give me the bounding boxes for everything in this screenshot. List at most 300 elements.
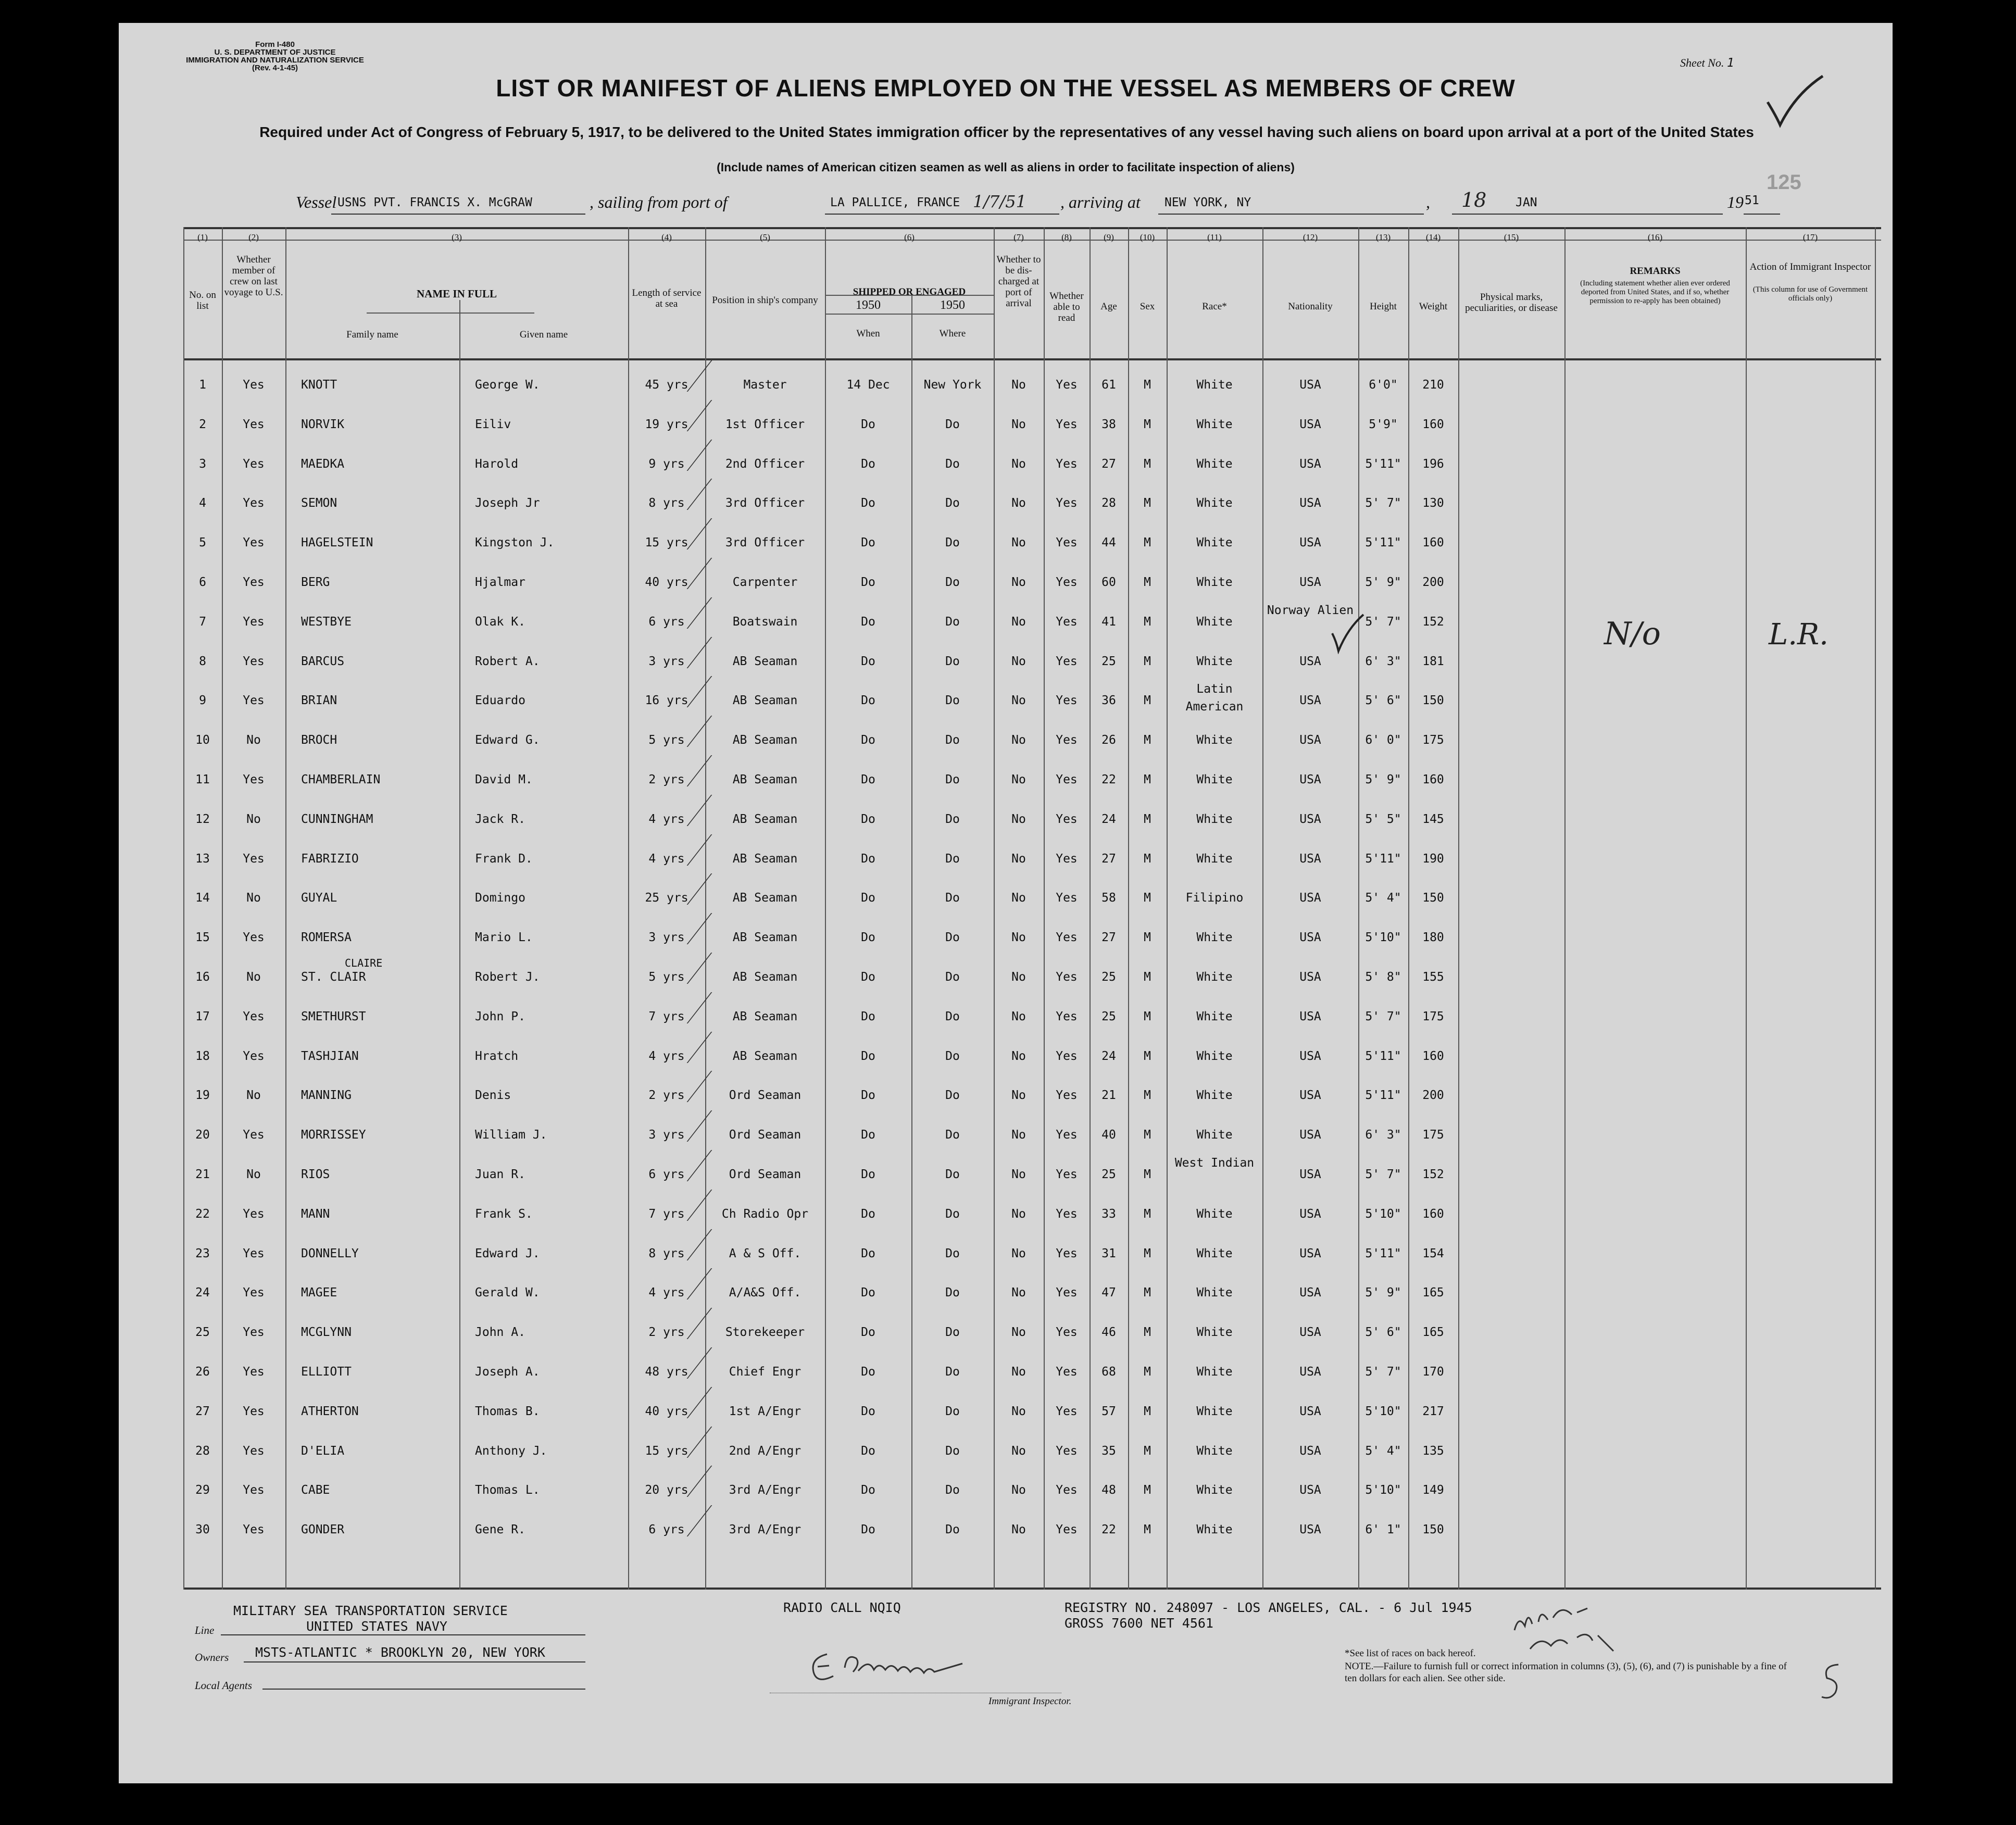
cell-no: 5 [199,536,206,549]
cell-given: Kingston J. [475,536,555,549]
cell-last: Yes [243,694,265,707]
cell-service: 4 yrs [648,1049,685,1063]
cell-family-correction: CLAIRE [345,957,383,969]
cell-family: SEMON [301,496,337,510]
cell-where: Do [945,615,960,629]
cell-read: Yes [1056,1010,1078,1023]
footer-owners-label: Owners [195,1651,229,1664]
cell-service: 6 yrs [648,1523,685,1536]
cell-nat: USA [1299,1326,1321,1339]
cell-last: Yes [243,1049,265,1063]
cell-race: White [1196,1089,1233,1102]
cell-disch: No [1011,1483,1026,1497]
cell-weight: 217 [1422,1405,1444,1418]
cell-when: Do [861,1444,875,1458]
cell-no: 7 [199,615,206,629]
cell-age: 38 [1101,418,1116,431]
cell-where: Do [945,813,960,826]
cell-position: A & S Off. [729,1247,802,1260]
cell-when: Do [861,536,875,549]
cell-disch: No [1011,1168,1026,1181]
cell-when: Do [861,891,875,905]
cell-sex: M [1144,891,1151,905]
cell-height: 6' 0" [1365,733,1401,747]
cell-disch: No [1011,655,1026,668]
cell-when: Do [861,931,875,944]
cell-height: 5'10" [1365,1483,1401,1497]
cell-position: AB Seaman [732,970,798,984]
cell-weight: 150 [1422,1523,1444,1536]
cell-where: Do [945,1405,960,1418]
cell-no: 14 [195,891,210,905]
cell-read: Yes [1056,576,1078,589]
cell-nat: USA [1299,1089,1321,1102]
footer-registry: REGISTRY NO. 248097 - LOS ANGELES, CAL. - 6 Jul 1945 [1065,1600,1472,1615]
cell-last: Yes [243,1365,265,1379]
cell-read: Yes [1056,694,1078,707]
cell-race: West Indian [1174,1156,1255,1170]
cell-no: 17 [195,1010,210,1023]
cell-sex: M [1144,1444,1151,1458]
cell-family: FABRIZIO [301,852,359,866]
cell-read: Yes [1056,852,1078,866]
col-num-10: (10) [1140,232,1155,242]
cell-height: 5' 5" [1365,813,1401,826]
cell-sex: M [1144,1049,1151,1063]
cell-disch: No [1011,891,1026,905]
cell-position: Boatswain [732,615,798,629]
cell-weight: 180 [1422,931,1444,944]
cell-sex: M [1144,694,1151,707]
header-year-when: 1950 [856,298,881,312]
cell-height: 5' 9" [1365,576,1401,589]
cell-disch: No [1011,615,1026,629]
cell-sex: M [1144,1523,1151,1536]
cell-disch: No [1011,457,1026,471]
cell-no: 26 [195,1365,210,1379]
cell-no: 2 [199,418,206,431]
cell-last: Yes [243,852,265,866]
sheet-label: Sheet No. [1680,56,1724,69]
cell-service: 16 yrs [645,694,688,707]
cell-disch: No [1011,773,1026,786]
cell-when: Do [861,1405,875,1418]
cell-family: MAGEE [301,1286,337,1299]
cell-service: 2 yrs [648,1326,685,1339]
cell-last: No [246,891,261,905]
header-remarks-note: (Including statement whether alien ever ordered deported from United States, and if so, whether permission to re-apply has been obtained) [1580,279,1730,305]
cell-weight: 181 [1422,655,1444,668]
cell-disch: No [1011,1405,1026,1418]
header-shipped-engaged: SHIPPED OR ENGAGED [853,286,966,297]
cell-age: 25 [1101,1168,1116,1181]
cell-last: Yes [243,1523,265,1536]
cell-sex: M [1144,457,1151,471]
cell-height: 5'11" [1365,852,1401,866]
cell-read: Yes [1056,1049,1078,1063]
cell-last: Yes [243,931,265,944]
footer-radio-call: RADIO CALL NQIQ [783,1600,901,1615]
cell-where: Do [945,852,960,866]
cell-given: Gerald W. [475,1286,540,1299]
cell-sex: M [1144,1365,1151,1379]
cell-position: AB Seaman [732,852,798,866]
cell-disch: No [1011,733,1026,747]
cell-family: DONNELLY [301,1247,359,1260]
cell-age: 25 [1101,970,1116,984]
cell-where: Do [945,418,960,431]
cell-no: 1 [199,378,206,392]
cell-no: 8 [199,655,206,668]
cell-read: Yes [1056,1405,1078,1418]
arriving-label: , arriving at [1060,193,1141,211]
cell-family: D'ELIA [301,1444,345,1458]
cell-weight: 175 [1422,1010,1444,1023]
cell-family: GUYAL [301,891,337,905]
cell-race: White [1196,1247,1233,1260]
header-height: Height [1370,301,1397,312]
cell-family: BROCH [301,733,337,747]
cell-where: Do [945,576,960,589]
header-when: When [856,328,880,339]
cell-sex: M [1144,418,1151,431]
cell-when: Do [861,1089,875,1102]
cell-family: MCGLYNN [301,1326,352,1339]
cell-nat: USA [1299,970,1321,984]
cell-last: Yes [243,773,265,786]
cell-family: ROMERSA [301,931,352,944]
cell-when: Do [861,615,875,629]
cell-position: AB Seaman [732,773,798,786]
cell-last: Yes [243,1128,265,1142]
header-nationality: Nationality [1288,301,1333,312]
cell-when: Do [861,576,875,589]
cell-when: Do [861,1010,875,1023]
cell-disch: No [1011,1207,1026,1221]
cell-race: White [1196,970,1233,984]
cell-weight: 160 [1422,1207,1444,1221]
cell-age: 31 [1101,1247,1116,1260]
cell-service: 45 yrs [645,378,688,392]
cell-disch: No [1011,1444,1026,1458]
cell-disch: No [1011,931,1026,944]
cell-nat: USA [1299,457,1321,471]
year-prefix: 19 [1727,193,1744,211]
cell-race: White [1196,1049,1233,1063]
cell-read: Yes [1056,891,1078,905]
cell-race: White [1196,1326,1233,1339]
cell-race: White [1196,1405,1233,1418]
cell-race: White [1196,1444,1233,1458]
cell-when: Do [861,970,875,984]
cell-nat: USA [1299,1247,1321,1260]
cell-disch: No [1011,1247,1026,1260]
cell-weight: 150 [1422,694,1444,707]
cell-disch: No [1011,1326,1026,1339]
cell-service: 5 yrs [648,970,685,984]
cell-service: 9 yrs [648,457,685,471]
cell-height: 6' 3" [1365,655,1401,668]
cell-last: No [246,813,261,826]
cell-sex: M [1144,1207,1151,1221]
cell-given: Thomas L. [475,1483,540,1497]
cell-when: Do [861,1247,875,1260]
cell-no: 15 [195,931,210,944]
cell-family: BRIAN [301,694,337,707]
cell-nat: USA [1299,1286,1321,1299]
cell-nat: USA [1299,813,1321,826]
cell-weight: 154 [1422,1247,1444,1260]
cell-read: Yes [1056,1207,1078,1221]
cell-service: 6 yrs [648,615,685,629]
cell-family: MANN [301,1207,330,1221]
form-number: Form I-480 [255,40,295,49]
cell-last: Yes [243,418,265,431]
cell-read: Yes [1056,1444,1078,1458]
cell-when: Do [861,1128,875,1142]
header-remarks: REMARKS [1630,266,1681,277]
cell-where: Do [945,1523,960,1536]
cell-where: Do [945,891,960,905]
cell-height: 6'0" [1369,378,1398,392]
cell-age: 61 [1101,378,1116,392]
col-num-11: (11) [1207,232,1222,242]
vessel-label: Vessel [296,193,337,211]
cell-when: Do [861,852,875,866]
cell-when: Do [861,1168,875,1181]
cell-family: TASHJIAN [301,1049,359,1063]
cell-weight: 135 [1422,1444,1444,1458]
cell-nat: USA [1299,418,1321,431]
cell-height: 5'10" [1365,931,1401,944]
crew-table [183,227,1881,1590]
page-subtitle: Required under Act of Congress of February 5, 1917, to be delivered to the United States immigration officer by the representatives of any vessel having such aliens on board upon arrival at a port of the United States [259,124,1754,140]
header-discharged: Whether to be dis-charged at port of arrival [996,254,1041,309]
cell-read: Yes [1056,1089,1078,1102]
footer-service: MILITARY SEA TRANSPORTATION SERVICE [233,1603,508,1618]
cell-last: Yes [243,1405,265,1418]
cell-given: John A. [475,1326,525,1339]
cell-where: Do [945,1207,960,1221]
cell-given: Frank S. [475,1207,533,1221]
cell-given: Joseph Jr [475,496,540,510]
cell-race: White [1196,418,1233,431]
departure-date: 1/7/51 [973,192,1026,211]
cell-race: White [1196,457,1233,471]
cell-position: AB Seaman [732,694,798,707]
cell-where: Do [945,931,960,944]
cell-age: 68 [1101,1365,1116,1379]
cell-given: Edward J. [475,1247,540,1260]
cell-service: 15 yrs [645,536,688,549]
cell-last: No [246,1089,261,1102]
cell-race: White [1196,1286,1233,1299]
cell-position: 3rd Officer [725,496,805,510]
cell-last: Yes [243,1483,265,1497]
cell-age: 27 [1101,457,1116,471]
page-subnote: (Include names of American citizen seamen as well as aliens in order to facilitate inspection of aliens) [717,160,1295,174]
cell-last: Yes [243,536,265,549]
header-name-in-full: NAME IN FULL [416,288,497,300]
cell-family: MANNING [301,1089,352,1102]
cell-age: 33 [1101,1207,1116,1221]
cell-weight: 160 [1422,418,1444,431]
cell-age: 60 [1101,576,1116,589]
cell-service: 2 yrs [648,1089,685,1102]
cell-given: Denis [475,1089,511,1102]
cell-sex: M [1144,813,1151,826]
cell-position: AB Seaman [732,1049,798,1063]
cell-nat: USA [1299,1049,1321,1063]
cell-age: 44 [1101,536,1116,549]
cell-weight: 149 [1422,1483,1444,1497]
cell-given: Robert J. [475,970,540,984]
cell-weight: 152 [1422,1168,1444,1181]
inspector-annotation: L.R. [1769,618,1829,652]
cell-race: White [1196,615,1233,629]
cell-family: GONDER [301,1523,345,1536]
col-num-14: (14) [1425,232,1441,242]
cell-no: 13 [195,852,210,866]
header-last-voyage: Whether member of crew on last voyage to U.S. [224,254,283,298]
cell-disch: No [1011,378,1026,392]
header-race: Race* [1202,301,1227,312]
cell-sex: M [1144,1326,1151,1339]
cell-height: 5'11" [1365,1247,1401,1260]
cell-given: Juan R. [475,1168,525,1181]
cell-where: Do [945,1326,960,1339]
cell-sex: M [1144,496,1151,510]
cell-sex: M [1144,1405,1151,1418]
cell-where: New York [923,378,982,392]
cell-sex: M [1144,852,1151,866]
col-num-15: (15) [1504,232,1519,242]
cell-service: 20 yrs [645,1483,688,1497]
cell-nat: USA [1299,1128,1321,1142]
col-num-2: (2) [248,232,259,242]
cell-sex: M [1144,970,1151,984]
cell-height: 5' 7" [1365,496,1401,510]
col-num-5: (5) [760,232,770,242]
cell-last: Yes [243,1010,265,1023]
sheet-number [1680,56,1734,70]
cell-where: Do [945,733,960,747]
cell-when: Do [861,1049,875,1063]
cell-race: White [1196,1010,1233,1023]
cell-sex: M [1144,378,1151,392]
cell-nat: USA [1299,694,1321,707]
cell-given: Eiliv [475,418,511,431]
arrival-port: NEW YORK, NY [1164,196,1251,209]
cell-disch: No [1011,970,1026,984]
cell-where: Do [945,655,960,668]
inspector-signature [806,1643,978,1690]
cell-sex: M [1144,931,1151,944]
nationality-check-icon [1330,612,1367,654]
cell-nat: USA [1299,655,1321,668]
cell-no: 6 [199,576,206,589]
cell-position: 1st A/Engr [729,1405,802,1418]
cell-nat: USA [1299,576,1321,589]
cell-nat: USA [1299,1444,1321,1458]
cell-last: Yes [243,496,265,510]
year-suffix: 51 [1745,194,1759,207]
cell-height: 5' 7" [1365,1168,1401,1181]
cell-read: Yes [1056,773,1078,786]
cell-weight: 160 [1422,1049,1444,1063]
cell-no: 10 [195,733,210,747]
cell-last: Yes [243,1207,265,1221]
cell-height: 5' 4" [1365,1444,1401,1458]
cell-where: Do [945,1010,960,1023]
header-sex: Sex [1140,301,1155,312]
cell-when: 14 Dec [846,378,890,392]
footer-agents-label: Local Agents [195,1679,252,1692]
col-num-8: (8) [1061,232,1072,242]
footer-penalty-note: NOTE.—Failure to furnish full or correct information in columns (3), (5), (6), and (7) is punishable by a fine of ten dollars for each alien. See other side. [1345,1661,1787,1684]
cell-weight: 150 [1422,891,1444,905]
date-comma: , [1426,193,1430,211]
header-position: Position in ship's company [712,295,818,306]
col-num-16: (16) [1647,232,1663,242]
cell-read: Yes [1056,970,1078,984]
cell-service: 7 yrs [648,1207,685,1221]
departure-port: LA PALLICE, FRANCE [830,196,960,209]
cell-height: 5'9" [1369,418,1398,431]
cell-position: AB Seaman [732,655,798,668]
cell-read: Yes [1056,931,1078,944]
cell-weight: 130 [1422,496,1444,510]
cell-when: Do [861,1365,875,1379]
cell-height: 5' 7" [1365,615,1401,629]
cell-weight: 175 [1422,733,1444,747]
cell-position: 2nd A/Engr [729,1444,802,1458]
cell-position: 3rd A/Engr [729,1523,802,1536]
header-age: Age [1100,301,1117,312]
cell-disch: No [1011,576,1026,589]
cell-sex: M [1144,773,1151,786]
cell-height: 5' 9" [1365,773,1401,786]
cell-disch: No [1011,1010,1026,1023]
cell-height: 5' 6" [1365,1326,1401,1339]
cell-age: 26 [1101,733,1116,747]
cell-where: Do [945,1483,960,1497]
cell-service: 4 yrs [648,813,685,826]
cell-age: 58 [1101,891,1116,905]
cell-weight: 200 [1422,1089,1444,1102]
cell-no: 23 [195,1247,210,1260]
cell-position: AB Seaman [732,733,798,747]
cell-family: CHAMBERLAIN [301,773,381,786]
cell-no: 12 [195,813,210,826]
col-num-9: (9) [1104,232,1114,242]
cell-race: White [1196,378,1233,392]
cell-where: Do [945,1168,960,1181]
col-num-7: (7) [1013,232,1024,242]
cell-family: HAGELSTEIN [301,536,373,549]
col-num-12: (12) [1303,232,1318,242]
cell-read: Yes [1056,813,1078,826]
cell-sex: M [1144,615,1151,629]
cell-nat: USA [1299,1010,1321,1023]
cell-service: 8 yrs [648,1247,685,1260]
cell-read: Yes [1056,1247,1078,1260]
cell-last: Yes [243,655,265,668]
header-given-name: Given name [519,329,568,340]
vessel-name: USNS PVT. FRANCIS X. McGRAW [337,196,532,209]
cell-sex: M [1144,1286,1151,1299]
cell-given: Robert A. [475,655,540,668]
